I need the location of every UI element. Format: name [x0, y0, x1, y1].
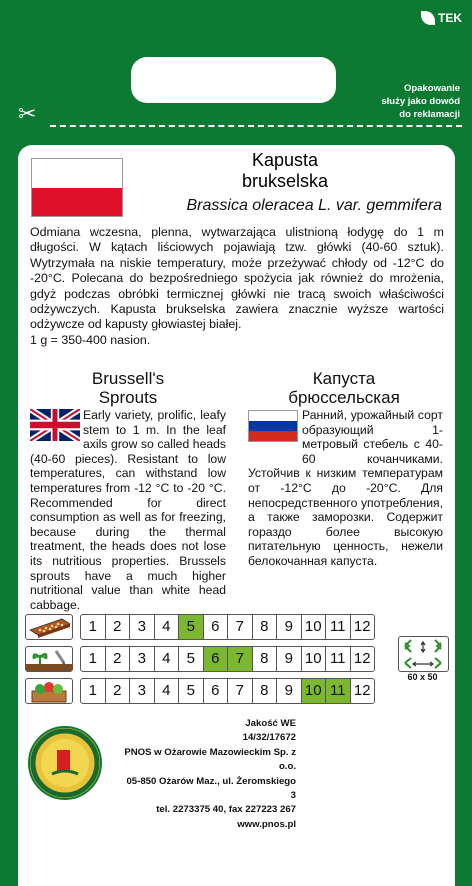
brand-label: TEK — [438, 11, 462, 25]
month-cell: 2 — [105, 678, 131, 704]
complaint-note-line: Opakowanie — [404, 83, 460, 94]
product-title-line: Kapusta — [251, 150, 319, 170]
month-cell: 1 — [80, 614, 106, 640]
month-cell: 1 — [80, 646, 106, 672]
month-cell: 1 — [80, 678, 106, 704]
russia-flag-icon — [248, 410, 298, 442]
product-title — [128, 150, 442, 192]
planting-icon — [25, 646, 73, 672]
month-cell: 8 — [252, 678, 278, 704]
month-cell: 7 — [227, 646, 253, 672]
month-cell: 9 — [276, 614, 302, 640]
russian-title — [246, 369, 442, 407]
russian-title-line: Капуста — [312, 369, 376, 388]
month-cell: 8 — [252, 646, 278, 672]
polish-description-text: Odmiana wczesna, plenna, wytwarzająca ulistnioną łodygę do 1 m długości. W kątach liściowych pojawiają tzw. główki (40-60 sztuk). Wytrzymała na niskie temperatury, może przeżywać chłody od -12°C do -20°C. Polecana do bezpośredniego spożycia jak również do mrożenia, gdyż podczas obróbki termicznej główki nie tracą swoich właściwości odżywczych. Kapusta brukselska zawiera znacznie wyższe wartości odżywcze od kapusty głowiastej białej. — [30, 225, 444, 332]
product-title-line: brukselska — [241, 171, 329, 191]
english-description-text: Early variety, prolific, leafy stem to 1 m. In the leaf axils grow so called heads (40-60 pieces). Resistant to low temperatures, can withstand low temperatures from -12 °C to -20 °C. Recommended for direct consumption as well as for freezing, because during the thermal treatment, the heads does not lose its nutritious properties. Brussels sprouts have a much higher nutritional value than white head cabbage. — [30, 408, 226, 612]
month-cell: 12 — [350, 646, 376, 672]
month-cell: 8 — [252, 614, 278, 640]
company-phone: tel. 2273375 40, fax 227223 267 — [156, 804, 296, 816]
seed-tray-icon — [26, 615, 72, 639]
harvest-months — [80, 678, 375, 704]
company-website: www.pnos.pl — [237, 818, 296, 830]
month-cell: 4 — [154, 646, 180, 672]
month-cell: 11 — [325, 646, 351, 672]
polish-description — [30, 225, 444, 348]
complaint-note-line: do reklamacji — [399, 109, 460, 120]
month-cell: 5 — [178, 646, 204, 672]
month-cell: 9 — [276, 646, 302, 672]
registration-number: 14/32/17672 — [242, 732, 296, 744]
brand-mark — [421, 11, 462, 25]
seedling-icon — [26, 647, 72, 671]
month-cell: 2 — [105, 646, 131, 672]
month-cell: 3 — [129, 678, 155, 704]
cut-line — [50, 125, 462, 127]
planting-months — [80, 646, 375, 672]
latin-name: Brassica oleracea L. var. gemmifera — [186, 197, 442, 214]
harvest-icon — [25, 678, 73, 704]
vegetable-basket-icon — [26, 679, 72, 703]
spacing-diagram-icon — [399, 637, 448, 671]
month-cell: 10 — [301, 646, 327, 672]
month-cell: 5 — [178, 614, 204, 640]
month-cell: 5 — [178, 678, 204, 704]
english-title-line: Sprouts — [98, 388, 158, 407]
month-cell: 6 — [203, 646, 229, 672]
complaint-note-line: służy jako dowód — [381, 96, 460, 107]
spacing-value: 60 x 50 — [407, 672, 438, 682]
month-cell: 10 — [301, 678, 327, 704]
english-title — [30, 369, 226, 407]
month-cell: 7 — [227, 614, 253, 640]
complaint-note — [340, 82, 460, 121]
scissors-icon: ✂ — [18, 101, 37, 126]
month-cell: 11 — [325, 678, 351, 704]
month-cell: 9 — [276, 678, 302, 704]
russian-description-text: Ранний, урожайный сорт образующий 1-метровый стебель с 40-60 кочанчиками. Устойчив к низким температурам от -12°C до -20°C. Для непосредственного употребления, а также заморозки. Содержит гораздо более высокую питательную ценность, нежели белокочанная капуста. — [248, 408, 443, 568]
producer-info — [120, 717, 296, 832]
russian-title-line: брюссельская — [288, 388, 400, 407]
month-cell: 11 — [325, 614, 351, 640]
month-cell: 12 — [350, 614, 376, 640]
month-cell: 6 — [203, 678, 229, 704]
poland-flag-icon — [31, 158, 123, 217]
month-cell: 4 — [154, 678, 180, 704]
english-title-line: Brussell's — [91, 369, 165, 388]
sowing-months — [80, 614, 375, 640]
plant-spacing-icon — [398, 636, 449, 672]
quality-mark: Jakość WE — [245, 718, 296, 729]
month-cell: 3 — [129, 614, 155, 640]
company-name: PNOS w Ożarowie Mazowieckim Sp. z o.o. — [124, 746, 296, 773]
month-cell: 12 — [350, 678, 376, 704]
month-cell: 2 — [105, 614, 131, 640]
leaf-icon — [421, 11, 435, 25]
pnos-logo — [28, 726, 102, 800]
month-cell: 6 — [203, 614, 229, 640]
uk-flag-icon — [30, 409, 80, 441]
month-cell: 10 — [301, 614, 327, 640]
sowing-tray-icon — [25, 614, 73, 640]
company-seal-icon — [30, 728, 100, 798]
company-address: 05-850 Ożarów Maz., ul. Żeromskiego 3 — [126, 775, 296, 802]
month-cell: 3 — [129, 646, 155, 672]
packet-window — [131, 57, 336, 103]
seed-count: 1 g = 350-400 nasion. — [30, 332, 151, 347]
month-cell: 7 — [227, 678, 253, 704]
month-cell: 4 — [154, 614, 180, 640]
